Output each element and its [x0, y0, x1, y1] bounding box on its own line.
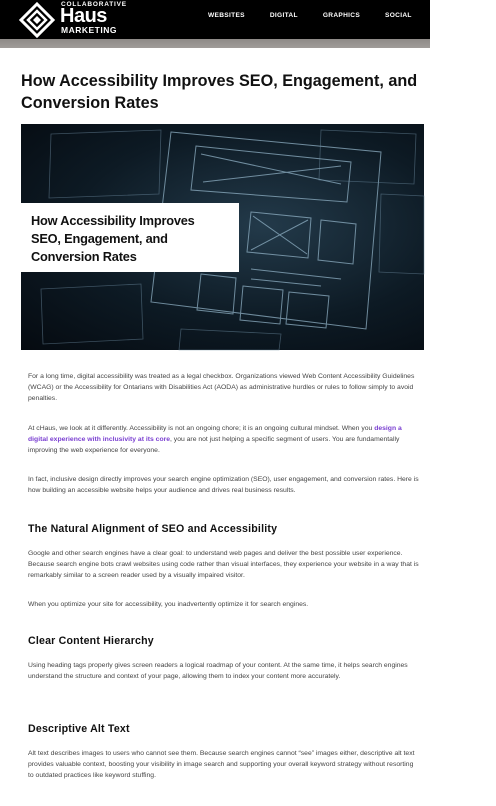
paragraph-optimize: When you optimize your site for accessibility, you inadvertently optimize it for search engines.	[28, 601, 309, 608]
paragraph-inclusive: In fact, inclusive design directly improves your search engine optimization (SEO), user engagement, and conversion rates. Here is how building an accessible website helps your audience and drives real business results.	[28, 476, 419, 495]
heading-content-hierarchy: Clear Content Hierarchy	[28, 635, 154, 647]
hero-title-card	[21, 203, 239, 272]
paragraph-intro: For a long time, digital accessibility was treated as a legal checkbox. Organizations viewed Web Content Accessibility Guidelines (WCAG) or the Accessibility for Ontarians with Disabilities Act (AODA) as administrative hurdles or rules to follow simply to avoid penalties.	[28, 373, 415, 403]
diamond-logo-icon	[20, 3, 54, 37]
nav-websites[interactable]: WEBSITES	[208, 12, 245, 19]
paragraph-chaus-after: , you are not just helping a specific segment of users. You are fundamentally improving the web experience for everyone.	[28, 436, 400, 455]
article-title: How Accessibility Improves SEO, Engagement, and Conversion Rates	[21, 72, 418, 112]
paragraph-google: Google and other search engines have a clear goal: to understand web pages and deliver the best possible user experience. Because search engine bots crawl websites using code rather than visual interfaces, they experience your website in a way that is remarkably similar to a screen reader used by a visually impaired visitor.	[28, 550, 419, 580]
paragraph-chaus-before: At cHaus, we look at it differently. Accessibility is not an ongoing chore; it is an ongoing cultural mindset. When you	[28, 425, 375, 432]
nav-graphics[interactable]: GRAPHICS	[322, 12, 361, 19]
paragraph-heading-tags: Using heading tags properly gives screen readers a logical roadmap of your content. At the same time, it helps search engines understand the structure and context of your page, allowing them to index your content more accurately.	[28, 662, 408, 681]
hero-title-line-3: Conversion Rates	[31, 249, 137, 264]
heading-seo-alignment: The Natural Alignment of SEO and Accessibility	[28, 523, 278, 535]
inclusive-design-link[interactable]: design a digital experience with inclusivity at its core	[28, 425, 402, 444]
logo-line-collaborative: COLLABORATIVE	[61, 1, 127, 8]
paragraph-chaus	[28, 423, 420, 456]
paragraph-alt-text: Alt text describes images to users who cannot see them. Because search engines cannot “see” images either, descriptive alt text provides valuable context, boosting your visibility in image search and supporting your overall keyword strategy without resorting to outdated practices like keyword stuffing.	[28, 750, 415, 780]
nav-social[interactable]: SOCIAL	[385, 12, 412, 19]
site-header	[0, 0, 471, 39]
hero-image	[21, 124, 424, 350]
haus-logo[interactable]	[20, 0, 140, 39]
header-divider-band	[0, 39, 430, 48]
nav-digital[interactable]: DIGITAL	[269, 12, 298, 19]
nav-content[interactable]: CONTENT	[436, 12, 471, 19]
logo-line-haus: Haus	[60, 5, 107, 27]
hero-title-line-1: How Accessibility Improves	[31, 213, 195, 228]
heading-alt-text: Descriptive Alt Text	[28, 723, 130, 735]
main-nav	[208, 12, 496, 19]
hero-title-line-2: SEO, Engagement, and	[31, 231, 168, 246]
logo-line-marketing: MARKETING	[61, 25, 117, 35]
